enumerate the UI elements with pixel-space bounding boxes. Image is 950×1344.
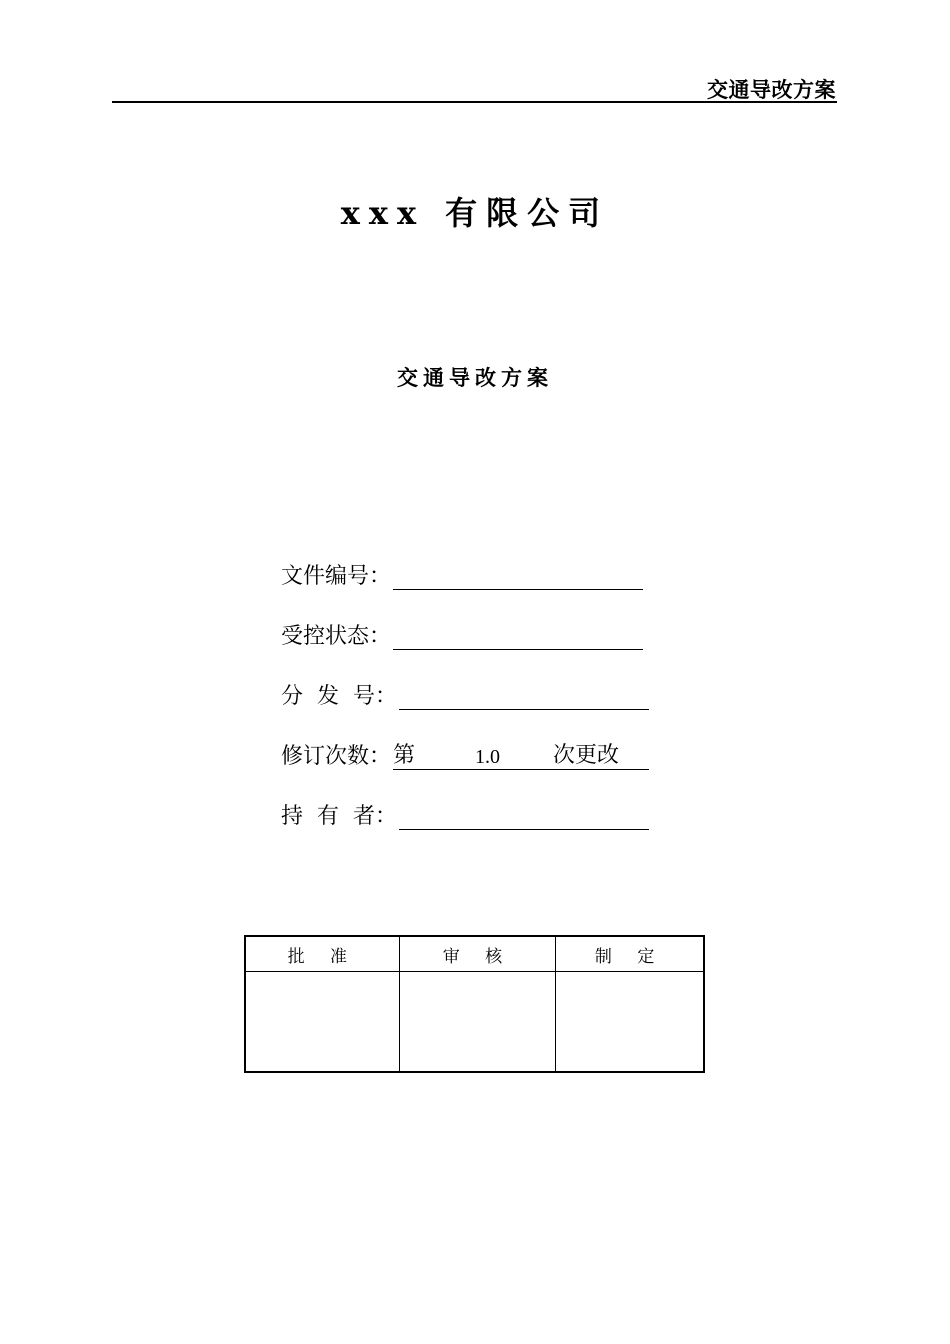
revision-value: 1.0	[475, 746, 501, 768]
document-title: 交通导改方案	[397, 366, 553, 390]
review-signature-cell[interactable]	[399, 972, 556, 1073]
field-value-line[interactable]	[399, 683, 649, 710]
field-value-line[interactable]	[393, 563, 643, 590]
company-name: xxx 有限公司	[340, 194, 610, 232]
approval-signature-row	[245, 972, 704, 1073]
review-header: 审 核	[399, 936, 556, 972]
field-value-line[interactable]	[393, 623, 643, 650]
revision-suffix: 次更改	[553, 743, 620, 768]
field-value-line[interactable]	[399, 803, 649, 830]
prepare-header: 制 定	[556, 936, 704, 972]
approval-header-row	[245, 936, 704, 972]
prepare-signature-cell[interactable]	[556, 972, 704, 1073]
approve-signature-cell[interactable]	[245, 972, 399, 1073]
field-distribution-number	[281, 676, 649, 710]
header-rule	[112, 101, 837, 103]
approve-header: 批 准	[245, 936, 399, 972]
field-control-status	[281, 616, 643, 650]
revision-prefix: 第	[393, 743, 416, 768]
field-value-line[interactable]	[393, 743, 649, 770]
approval-table	[244, 935, 705, 1073]
field-label: 持 有 者：	[281, 804, 397, 829]
field-holder	[281, 796, 649, 830]
header-title: 交通导改方案	[707, 78, 836, 102]
field-label: 文件编号：	[281, 564, 392, 589]
field-file-number	[281, 556, 643, 590]
field-revision-count	[281, 736, 649, 770]
field-label: 受控状态：	[281, 624, 392, 649]
field-label: 修订次数：	[281, 744, 392, 769]
field-label: 分 发 号：	[281, 684, 397, 709]
